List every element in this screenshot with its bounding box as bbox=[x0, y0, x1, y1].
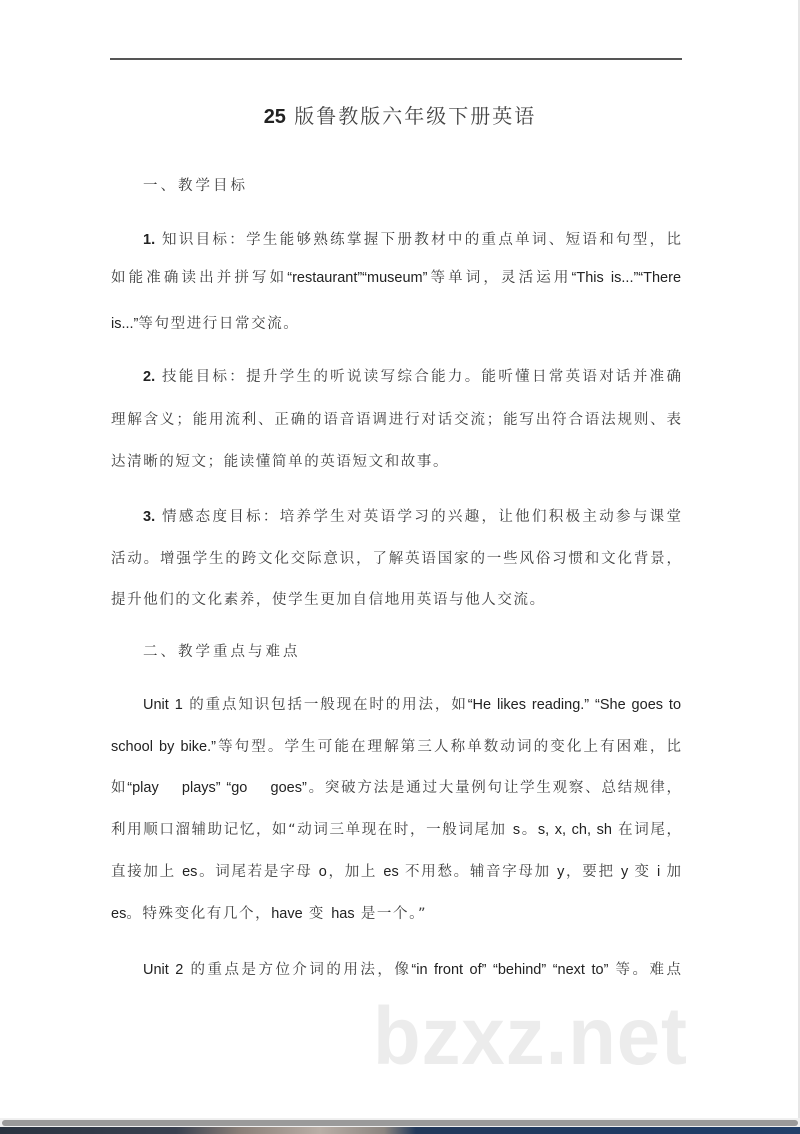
title-text: 版鲁教版六年级下册英语 bbox=[285, 104, 537, 128]
item-number: 1. bbox=[143, 232, 156, 248]
section-heading-key-points: 二、教学重点与难点 bbox=[143, 644, 301, 660]
line-text: 直接加上 bbox=[111, 864, 183, 880]
line-text: ，要把 bbox=[564, 864, 621, 880]
line-text: 。突破方法是通过大量例句让学生观察、总结规律， bbox=[306, 780, 682, 796]
english-term: have bbox=[271, 906, 303, 922]
line-text: 不用愁。辅音字母加 bbox=[398, 864, 558, 880]
english-term: Unit 2 bbox=[143, 962, 184, 978]
line-text: 等句型进行日常交流。 bbox=[138, 316, 300, 332]
line-text: 如能准确读出并拼写如 bbox=[111, 270, 288, 286]
english-term: y bbox=[557, 864, 565, 880]
english-term: i bbox=[657, 864, 661, 880]
english-term: “in front of” “behind” “next to” bbox=[411, 962, 609, 978]
line-text: 加 bbox=[660, 864, 682, 880]
english-term: y bbox=[620, 864, 629, 880]
english-term: “He likes reading.” “She goes to bbox=[467, 697, 682, 713]
line-text: 。 bbox=[520, 822, 538, 838]
line-text: 利用顺口溜辅助记忆，如“动词三单现在时，一般词尾加 bbox=[111, 822, 513, 838]
paragraph-line bbox=[111, 820, 681, 840]
english-term: es bbox=[383, 864, 399, 880]
paragraph-line bbox=[111, 778, 681, 798]
scrollbar-thumb[interactable] bbox=[2, 1120, 798, 1126]
paragraph-line: 提升他们的文化素养，使学生更加自信地用英语与他人交流。 bbox=[111, 592, 546, 608]
paragraph-line: 理解含义；能用流利、正确的语音语调进行对话交流；能写出符合语法规则、表 bbox=[111, 412, 681, 428]
line-text: 的重点是方位介词的用法，像 bbox=[183, 962, 412, 978]
line-text: 变 bbox=[628, 864, 657, 880]
item-number: 3. bbox=[143, 509, 156, 525]
english-term: Unit 1 bbox=[143, 697, 183, 713]
line-text: 。特殊变化有几个， bbox=[126, 906, 272, 922]
paragraph-line bbox=[111, 268, 681, 288]
title-number: 25 bbox=[263, 106, 286, 128]
paragraph-line bbox=[143, 367, 681, 387]
english-term: es bbox=[182, 864, 198, 880]
english-term: has bbox=[331, 906, 355, 922]
paragraph-line bbox=[143, 960, 681, 980]
line-text: 。词尾若是字母 bbox=[197, 864, 319, 880]
paragraph-line bbox=[111, 737, 681, 757]
line-text: 技能目标：提升学生的听说读写综合能力。能听懂日常英语对话并准确 bbox=[155, 369, 681, 385]
section-heading-teaching-goals: 一、教学目标 bbox=[143, 178, 248, 194]
line-text: 的重点知识包括一般现在时的用法，如 bbox=[182, 697, 468, 713]
horizontal-scrollbar[interactable] bbox=[0, 1118, 800, 1127]
english-term: o bbox=[318, 864, 327, 880]
english-term: s, x, ch, sh bbox=[537, 822, 612, 838]
line-text: 如 bbox=[111, 780, 128, 796]
english-term: is...” bbox=[111, 316, 139, 332]
line-text: 等句型。学生可能在理解第三人称单数动词的变化上有困难，比 bbox=[215, 739, 681, 755]
line-text: 等。难点 bbox=[608, 962, 681, 978]
paragraph-line bbox=[111, 904, 681, 924]
paragraph-line bbox=[111, 314, 681, 334]
paragraph-line: 活动。增强学生的跨文化交际意识，了解英语国家的一些风俗习惯和文化背景， bbox=[111, 551, 681, 567]
english-term: s bbox=[512, 822, 521, 838]
line-text: 在词尾， bbox=[611, 822, 682, 838]
paragraph-line: 达清晰的短文；能读懂简单的英语短文和故事。 bbox=[111, 454, 450, 470]
paragraph-line bbox=[111, 862, 681, 882]
english-term: school by bike.” bbox=[111, 739, 216, 755]
english-term: “This is...”“There bbox=[571, 270, 682, 286]
paragraph-line bbox=[143, 230, 681, 250]
paragraph-line bbox=[143, 507, 681, 527]
watermark-text: bzxz.net bbox=[373, 991, 688, 1082]
english-term: “restaurant”“museum” bbox=[287, 270, 428, 286]
paragraph-line bbox=[143, 695, 681, 715]
line-text: 情感态度目标：培养学生对英语学习的兴趣，让他们积极主动参与课堂 bbox=[155, 509, 681, 525]
line-text: 等单词，灵活运用 bbox=[427, 270, 572, 286]
english-term: es bbox=[111, 906, 127, 922]
line-text: ，加上 bbox=[326, 864, 384, 880]
document-title bbox=[0, 100, 800, 129]
line-text: 变 bbox=[302, 906, 332, 922]
header-divider bbox=[110, 58, 682, 60]
desktop-background-strip bbox=[0, 1127, 800, 1134]
english-term: “play plays” “go goes” bbox=[127, 780, 307, 796]
item-number: 2. bbox=[143, 369, 156, 385]
line-text: 是一个。” bbox=[354, 906, 428, 922]
line-text: 知识目标：学生能够熟练掌握下册教材中的重点单词、短语和句型，比 bbox=[155, 232, 681, 248]
